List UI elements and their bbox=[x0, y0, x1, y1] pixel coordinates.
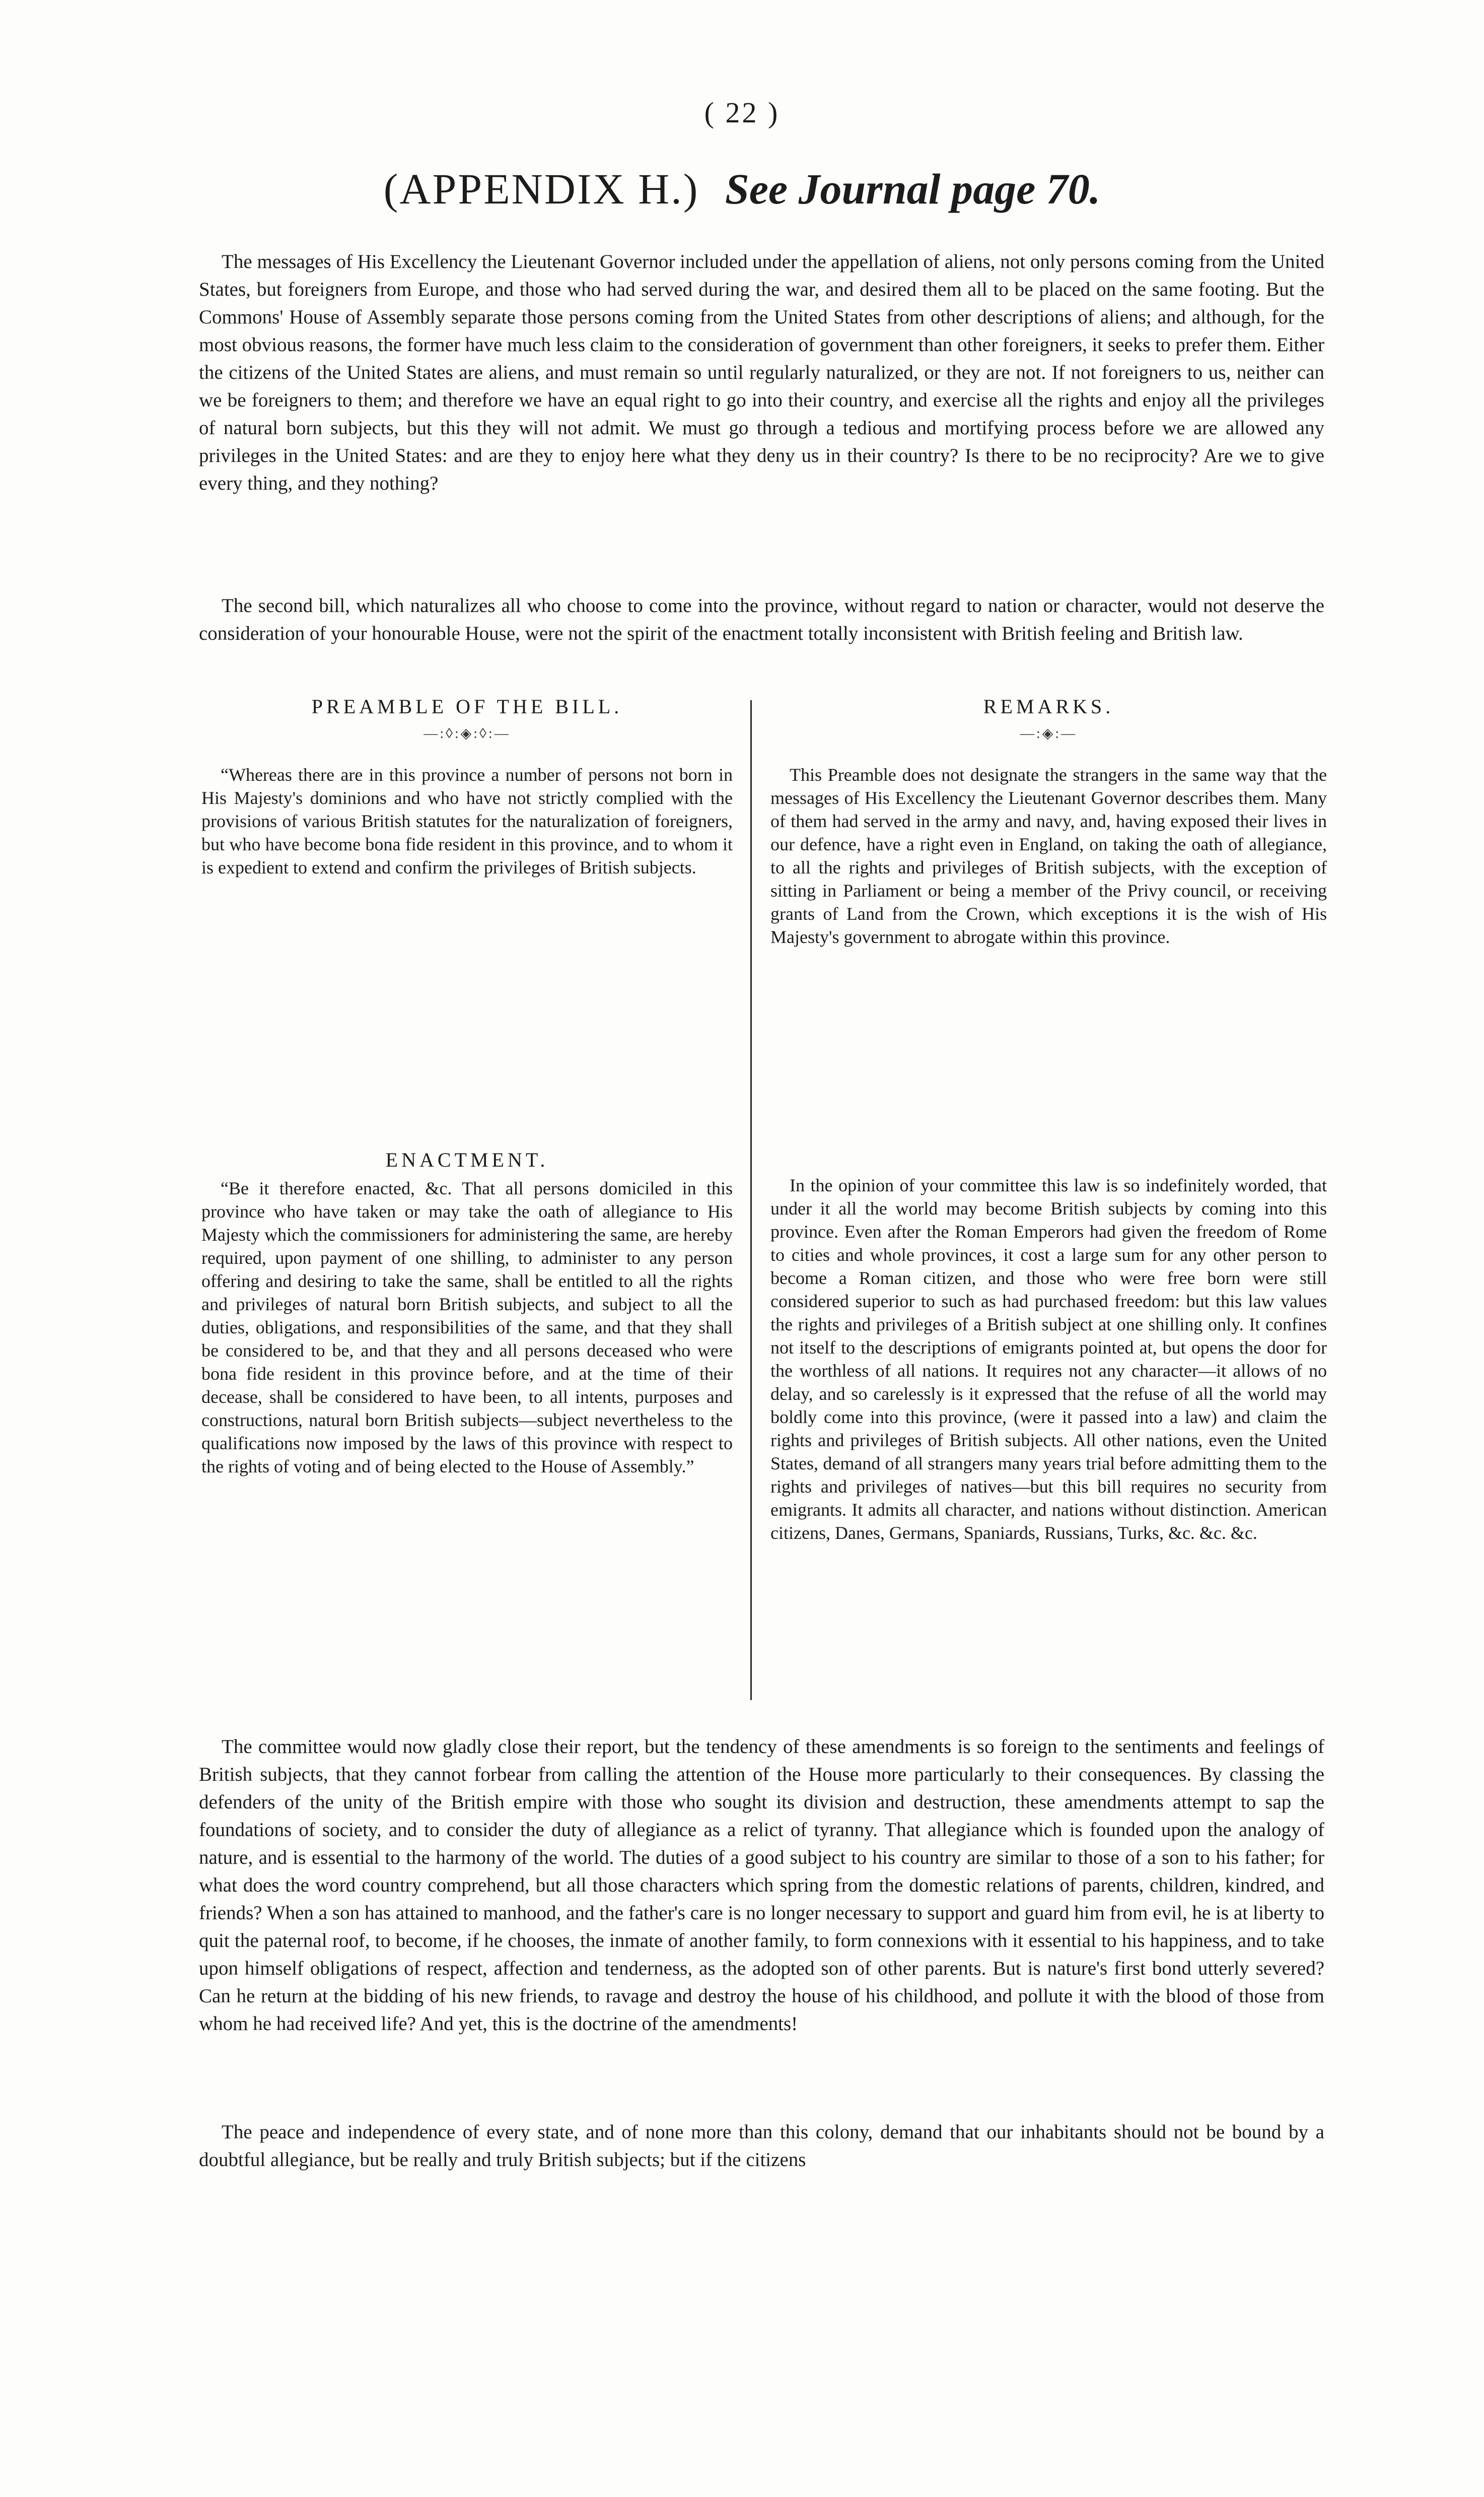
closing-section bbox=[199, 1733, 1324, 2038]
intro-section bbox=[199, 592, 1324, 647]
closing-section bbox=[199, 2118, 1324, 2174]
remarks-heading-block bbox=[770, 695, 1327, 763]
appendix-label: (APPENDIX H.) bbox=[383, 165, 699, 213]
preamble-block bbox=[201, 763, 733, 879]
intro-paragraph: The messages of His Excellency the Lieutenant Governor included under the appellation of aliens, not only persons coming from the United States, but foreigners from Europe, and those who had served during the war, and desired them all to be placed on the same footing. But the Commons' House of Assembly separate those persons coming from the United States from other descriptions of aliens; and although, for the most obvious reasons, the former have much less claim to the consideration of government than other foreigners, it seeks to prefer them. Either the citizens of the United States are aliens, and must remain so until regularly naturalized, or they are not. If not foreigners to us, neither can we be foreigners to them; and therefore we have an equal right to go into their country, and exercise all the rights and enjoy all the privileges of natural born subjects, but this they will not admit. We must go through a tedious and mortifying process before we are allowed any privileges in the United States: and are they to enjoy here what they deny us in their country? Is there to be no reciprocity? Are we to give every thing, and they nothing? bbox=[199, 251, 1324, 494]
remarks-text: In the opinion of your committee this law is so indefinitely worded, that under it all the world may become British subjects by coming into this province. Even after the Roman Emperors had given the freedom of Rome to cities and whole provinces, it cost a large sum for any other person to become a Roman citizen, and those who were free born were still considered superior to such as had purchased freedom: but this law values the rights and privileges of a British subject at one shilling only. It confines not itself to the descriptions of emigrants pointed at, but opens the door for the worthless of all nations. It requires not any character—it allows of no delay, and so carelessly is it expressed that the refuse of all the world may boldly come into this province, (were it passed into a law) and claim the rights and privileges of British subjects. All other nations, even the United States, demand of all strangers many years trial before admitting them to the rights and privileges of natives—but this bill requires no security from emigrants. It admits all character, and nations without distinction. American citizens, Danes, Germans, Spaniards, Russians, Turks, &c. &c. &c. bbox=[770, 1175, 1327, 1543]
preamble-heading-block bbox=[201, 695, 733, 763]
ornament-divider: —:◈:— bbox=[1020, 726, 1078, 741]
preamble-text: “Whereas there are in this province a number of persons not born in His Majesty's dominions and who have not strictly complied with the provisions of various British statutes for the naturalization of foreigners, but who have become bona fide resident in this province, and to whom it is expedient to extend and confirm the privileges of British subjects. bbox=[201, 765, 733, 878]
page-title bbox=[0, 164, 1484, 214]
intro-section bbox=[199, 248, 1324, 497]
journal-reference: See Journal page 70. bbox=[725, 165, 1101, 213]
enactment-heading: ENACTMENT. bbox=[385, 1149, 549, 1171]
remarks-heading: REMARKS. bbox=[983, 695, 1114, 718]
intro-paragraph: The second bill, which naturalizes all who choose to come into the province, without regard to nation or character, would not deserve the consideration of your honourable House, were not the spirit of the enactment totally inconsistent with British feeling and British law. bbox=[199, 595, 1324, 644]
remarks-block bbox=[770, 1174, 1327, 1544]
enactment-text: “Be it therefore enacted, &c. That all persons domiciled in this province who have taken or may take the oath of allegiance to His Majesty which the commissioners for administering the same, are hereby required, upon payment of one shilling, to administer to any person offering and desiring to take the same, shall be entitled to all the rights and privileges of natural born British subjects, and subject to all the duties, obligations, and responsibilities of the same, and that they shall be considered to be, and that they and all persons deceased who were bona fide resident in this province before, and at the time of their decease, shall be considered to have been, to all intents, purposes and constructions, natural born British subjects—subject nevertheless to the qualifications now imposed by the laws of this province with respect to the rights of voting and of being elected to the House of Assembly.” bbox=[201, 1178, 733, 1476]
closing-paragraph: The committee would now gladly close their report, but the tendency of these amendments is so foreign to the sentiments and feelings of British subjects, that they cannot forbear from calling the attention of the House more particularly to their consequences. By classing the defenders of the unity of the British empire with those who sought its division and destruction, these amendments attempt to sap the foundations of society, and to consider the duty of allegiance as a relict of tyranny. That allegiance which is founded upon the analogy of nature, and is essential to the harmony of the world. The duties of a good subject to his country are similar to those of a son to his father; for what does the word country comprehend, but all those characters which spring from the domestic relations of parents, children, kindred, and friends? When a son has attained to manhood, and the father's care is no longer necessary to support and guard him from evil, he is at liberty to quit the paternal roof, to become, if he chooses, the inmate of another family, to form connexions with it essential to his happiness, and to take upon himself obligations of respect, affection and tenderness, as the adopted son of other parents. But is nature's first bond utterly severed? Can he return at the bidding of his new friends, to ravage and destroy the house of his childhood, and pollute it with the blood of those from whom he had received life? And yet, this is the doctrine of the amendments! bbox=[199, 1736, 1324, 2035]
remarks-block bbox=[770, 763, 1327, 949]
remarks-text: This Preamble does not designate the strangers in the same way that the messages of His Excellency the Lieutenant Governor describes them. Many of them had served in the army and navy, and, having exposed their lives in our defence, have a right even in England, on taking the oath of allegiance, to all the rights and privileges of British subjects, with the exception of sitting in Parliament or being a member of the Privy council, or receiving grants of Land from the Crown, which exceptions it is the wish of His Majesty's government to abrogate within this province. bbox=[770, 765, 1327, 947]
column-divider bbox=[750, 700, 752, 1700]
preamble-heading: PREAMBLE OF THE BILL. bbox=[311, 695, 623, 718]
enactment-block bbox=[201, 1149, 733, 1478]
closing-paragraph: The peace and independence of every state, and of none more than this colony, demand that our inhabitants should not be bound by a doubtful allegiance, but be really and truly British subjects; but if the citizens bbox=[199, 2121, 1324, 2171]
page-number: ( 22 ) bbox=[704, 96, 780, 129]
ornament-divider: —:◊:◈:◊:— bbox=[423, 726, 511, 741]
